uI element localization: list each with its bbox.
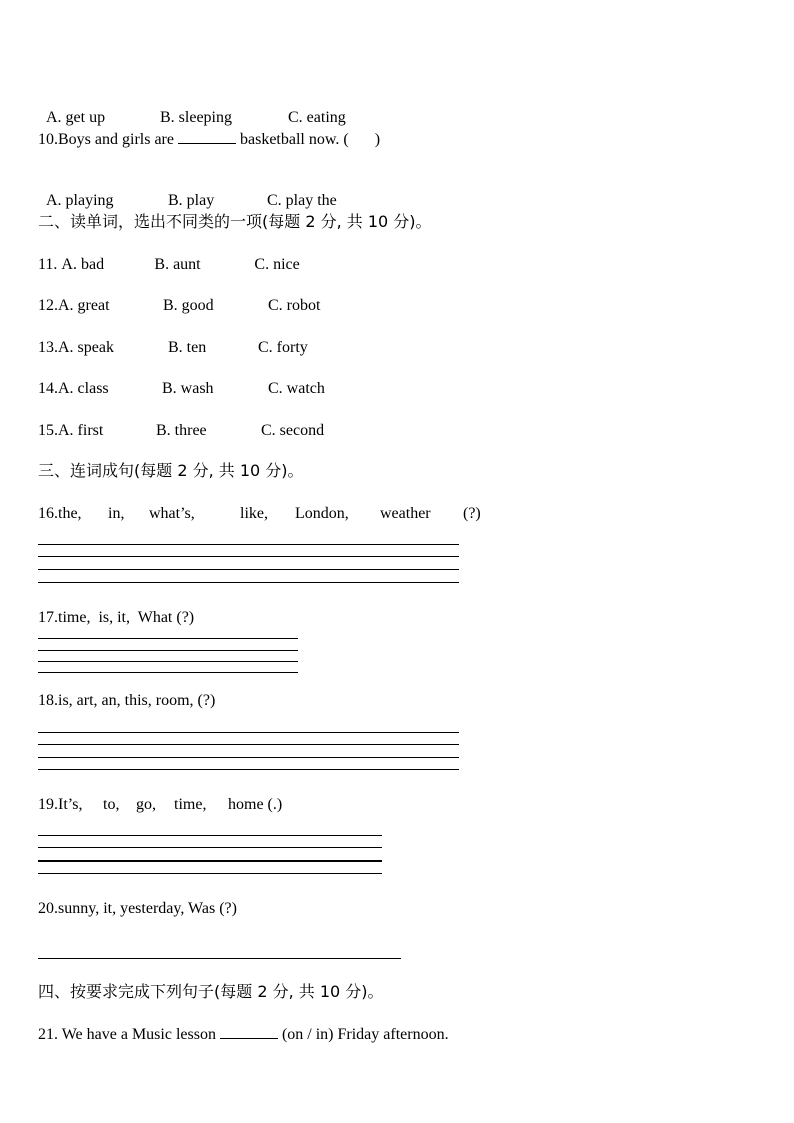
q14-option-b: B. wash [162,380,214,397]
q13-option-a: A. speak [58,339,114,356]
q19-number: 19. [38,796,58,813]
section-2-title: 二、读单词，选出不同类的一项(每题 2 分, 共 10 分)。 [38,212,432,231]
q14 [38,379,325,399]
q13-option-c: C. forty [258,339,308,356]
q21-number: 21. [38,1026,58,1043]
q11-number: 11. [38,256,58,273]
q10-option-b: B. play [168,192,215,209]
q19-answer-line[interactable] [38,835,382,836]
q19-answer-line[interactable] [38,860,382,862]
q11 [38,255,300,275]
q19-word: It’s, [58,796,83,813]
q18-words: is, art, an, this, room, (?) [58,692,216,709]
q18-answer-line[interactable] [38,744,459,745]
q15-option-a: A. first [58,422,104,439]
q15-option-b: B. three [156,422,207,439]
q20-answer-line[interactable] [38,958,401,959]
q21-stem [38,1024,449,1045]
q9-option-a: A. get up [46,109,106,126]
q13 [38,338,308,358]
q12-option-b: B. good [163,297,214,314]
q18-prompt [38,691,215,711]
q14-option-a: A. class [58,380,109,397]
q15-number: 15. [38,422,58,439]
q21-text-before: We have a Music lesson [58,1026,220,1043]
q9-options [38,88,346,128]
q17-prompt [38,608,194,628]
q14-number: 14. [38,380,58,397]
section-3-title: 三、连词成句(每题 2 分, 共 10 分)。 [38,461,304,480]
q16-word: what’s, [149,505,195,522]
q16-answer-line[interactable] [38,582,459,583]
q17-answer-line[interactable] [38,672,298,673]
q17-answer-line[interactable] [38,638,298,639]
q20-words: sunny, it, yesterday, Was (?) [58,900,237,917]
q9-option-b: B. sleeping [160,109,232,126]
q16-word: London, [295,505,349,522]
q19-prompt [38,795,282,815]
q14-option-c: C. watch [268,380,325,397]
section-4-title: 四、按要求完成下列句子(每题 2 分, 共 10 分)。 [38,982,384,1001]
q9-option-c: C. eating [288,109,346,126]
q13-number: 13. [38,339,58,356]
q11-option-a: A. bad [61,256,105,273]
q16-word: in, [108,505,125,522]
q10-close-paren: ) [374,131,381,148]
q12-option-a: A. great [58,297,110,314]
q10-option-c: C. play the [267,192,337,209]
q16-word: weather [380,505,431,522]
q20-prompt [38,899,237,919]
q10-options [38,171,337,211]
q19-word: to, [103,796,120,813]
q15-option-c: C. second [261,422,325,439]
q20-number: 20. [38,900,58,917]
q10-number: 10. [38,131,58,148]
q13-option-b: B. ten [168,339,207,356]
q21-answer-blank[interactable] [220,1024,278,1039]
q10-text-after: basketball now. ( [235,131,349,148]
q18-answer-line[interactable] [38,732,459,733]
q19-word: go, [136,796,156,813]
q12-number: 12. [38,297,58,314]
q18-answer-line[interactable] [38,757,459,758]
q19-word: home (.) [228,796,283,813]
q15 [38,421,324,441]
q17-answer-line[interactable] [38,661,298,662]
q10-option-a: A. playing [46,192,114,209]
q16-prompt [38,504,481,524]
q12-option-c: C. robot [268,297,321,314]
q17-answer-line[interactable] [38,650,298,651]
q17-number: 17. [38,609,58,626]
q19-answer-line[interactable] [38,873,382,874]
q18-answer-line[interactable] [38,769,459,770]
q18-number: 18. [38,692,58,709]
q16-answer-line[interactable] [38,544,459,545]
q10-answer-blank[interactable] [178,129,236,144]
q16-answer-line[interactable] [38,569,459,570]
q19-answer-line[interactable] [38,847,382,848]
q17-words: time, is, it, What (?) [58,609,195,626]
q16-word: like, [240,505,268,522]
q16-word: (?) [463,505,481,522]
q16-number: 16. [38,505,58,522]
q10-text-before: Boys and girls are [58,131,178,148]
q11-option-b: B. aunt [154,256,201,273]
q12 [38,296,320,316]
q19-word: time, [174,796,207,813]
q10-stem [38,129,380,150]
q11-option-c: C. nice [254,256,300,273]
q21-text-after: (on / in) Friday afternoon. [277,1026,449,1043]
q16-answer-line[interactable] [38,556,459,557]
q16-word: the, [58,505,82,522]
